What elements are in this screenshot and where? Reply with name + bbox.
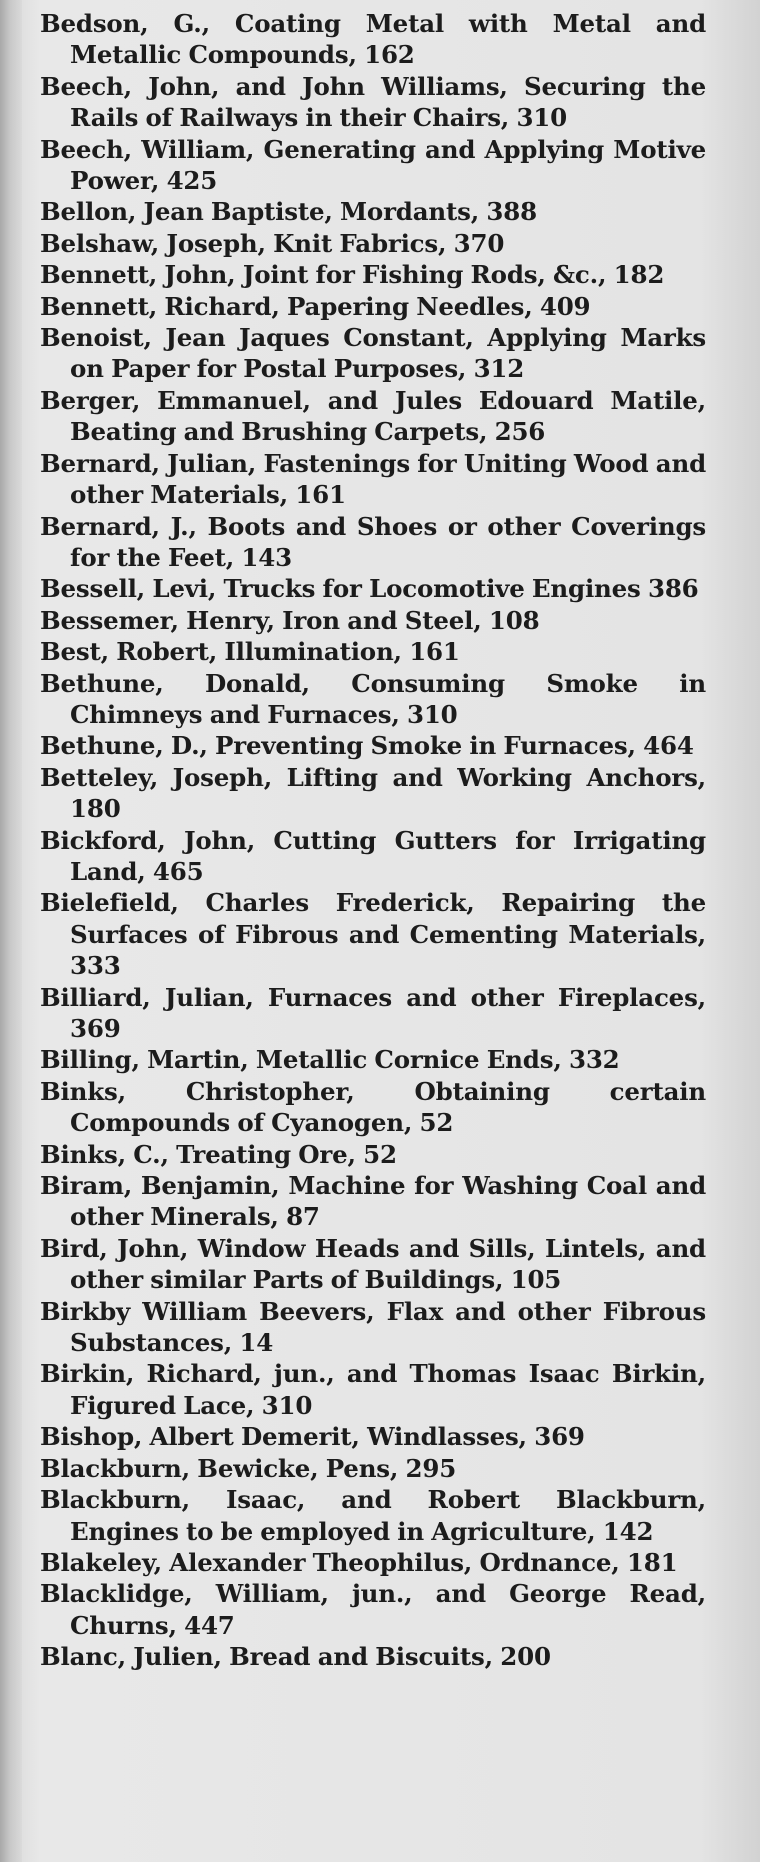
index-entry: Bethune, D., Preventing Smoke in Furnaces, 464 (40, 731, 694, 761)
index-entry: Betteley, Joseph, Lifting and Working Anchors, 180 (40, 762, 706, 824)
index-entry: Benoist, Jean Jaques Constant, Applying Marks on Paper for Postal Purposes, 312 (40, 323, 706, 384)
index-entry: Blakeley, Alexander Theophilus, Ordnance, 181 (40, 1547, 678, 1577)
index-entry: Binks, Christopher, Obtaining certain Compounds of Cyanogen, 52 (40, 1076, 706, 1138)
index-entry: Best, Robert, Illumination, 161 (40, 637, 460, 667)
index-entry: Beech, John, and John Williams, Securing the Rails of Railways in their Chairs, 310 (40, 71, 706, 133)
index-entry: Bethune, Donald, Consuming Smoke in Chimneys and Furnaces, 310 (40, 668, 706, 729)
index-entry: Bessell, Levi, Trucks for Locomotive Engines 386 (40, 574, 699, 604)
index-entry: Bernard, Julian, Fastenings for Uniting Wood and other Materials, 161 (40, 448, 706, 510)
index-entry: Bickford, John, Cutting Gutters for Irrigating Land, 465 (40, 825, 706, 886)
index-entry: Blackburn, Isaac, and Robert Blackburn, Engines to be employed in Agriculture, 142 (40, 1485, 706, 1546)
index-entry: Berger, Emmanuel, and Jules Edouard Matile, Beating and Brushing Carpets, 256 (40, 385, 706, 447)
index-entry: Belshaw, Joseph, Knit Fabrics, 370 (40, 228, 505, 258)
index-entry: Birkin, Richard, jun., and Thomas Isaac Birkin, Figured Lace, 310 (40, 1359, 706, 1420)
index-entry: Bernard, J., Boots and Shoes or other Coverings for the Feet, 143 (40, 511, 706, 572)
index-entry: Binks, C., Treating Ore, 52 (40, 1139, 397, 1169)
index-entry: Bedson, G., Coating Metal with Metal and Metallic Compounds, 162 (40, 9, 706, 70)
index-column (40, 8, 706, 1673)
index-entry: Beech, William, Generating and Applying Motive Power, 425 (40, 134, 706, 196)
index-entry: Birkby William Beevers, Flax and other Fibrous Substances, 14 (40, 1296, 706, 1358)
index-entry: Bennett, Richard, Papering Needles, 409 (40, 291, 591, 321)
index-entry: Blanc, Julien, Bread and Biscuits, 200 (40, 1642, 551, 1672)
index-entry: Bennett, John, Joint for Fishing Rods, &c., 182 (40, 260, 665, 290)
index-entry: Blackburn, Bewicke, Pens, 295 (40, 1453, 457, 1483)
index-entry: Bishop, Albert Demerit, Windlasses, 369 (40, 1422, 585, 1452)
index-entry: Bielefield, Charles Frederick, Repairing the Surfaces of Fibrous and Cementing Materials, 333 (40, 888, 706, 981)
page-binding-edge (0, 0, 22, 1862)
index-entry: Biram, Benjamin, Machine for Washing Coal and other Minerals, 87 (40, 1171, 706, 1232)
index-entry: Blacklidge, William, jun., and George Read, Churns, 447 (40, 1579, 706, 1640)
index-entry: Bellon, Jean Baptiste, Mordants, 388 (40, 197, 537, 227)
index-entry: Bird, John, Window Heads and Sills, Lintels, and other similar Parts of Buildings, 105 (40, 1233, 706, 1295)
index-entry: Bessemer, Henry, Iron and Steel, 108 (40, 605, 540, 635)
index-entry: Billing, Martin, Metallic Cornice Ends, 332 (40, 1045, 620, 1075)
index-entry: Billiard, Julian, Furnaces and other Fireplaces, 369 (40, 982, 706, 1043)
